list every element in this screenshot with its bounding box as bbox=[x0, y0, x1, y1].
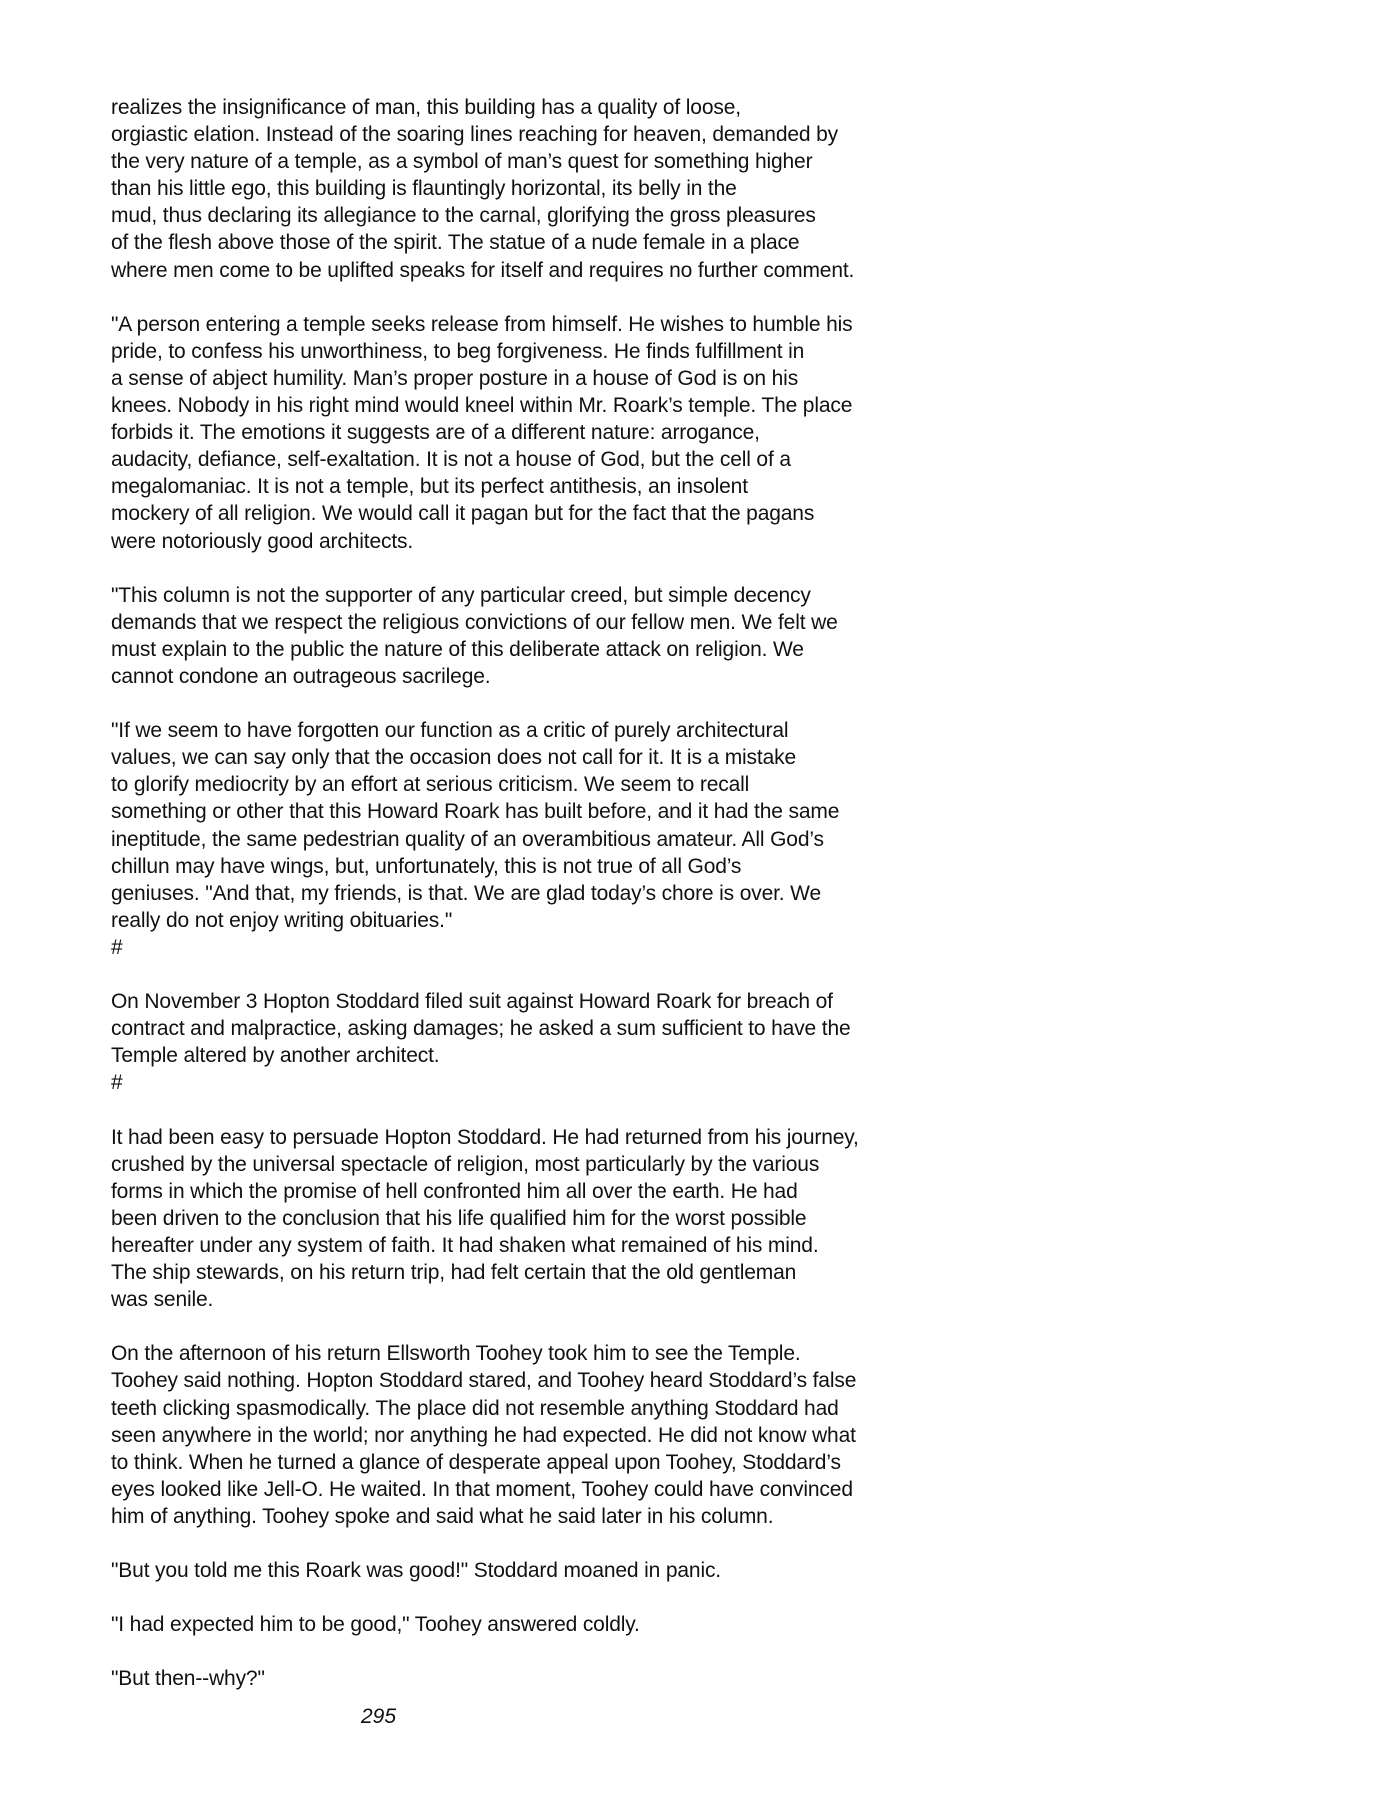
text-line: contract and malpractice, asking damages; he asked a sum sufficient to have the bbox=[111, 1017, 851, 1041]
text-line: the very nature of a temple, as a symbol of man’s quest for something higher bbox=[111, 150, 813, 174]
paragraph bbox=[111, 1611, 991, 1638]
text-line: mockery of all religion. We would call it pagan but for the fact that the pagans bbox=[111, 502, 815, 526]
paragraph-gap bbox=[111, 1313, 991, 1340]
text-line: was senile. bbox=[111, 1288, 214, 1312]
text-line: mud, thus declaring its allegiance to the carnal, glorifying the gross pleasures bbox=[111, 204, 816, 228]
text-line: been driven to the conclusion that his life qualified him for the worst possible bbox=[111, 1206, 807, 1230]
text-line: Temple altered by another architect. bbox=[111, 1044, 440, 1068]
text-line: eyes looked like Jell-O. He waited. In that moment, Toohey could have convinced bbox=[111, 1477, 853, 1501]
text-line: forms in which the promise of hell confronted him all over the earth. He had bbox=[111, 1179, 798, 1203]
paragraph bbox=[111, 717, 991, 961]
text-line: values, we can say only that the occasion does not call for it. It is a mistake bbox=[111, 746, 796, 770]
paragraph bbox=[111, 311, 991, 555]
text-line: something or other that this Howard Roark has built before, and it had the same bbox=[111, 800, 840, 824]
paragraph bbox=[111, 94, 991, 284]
section-break: # bbox=[111, 1071, 123, 1095]
text-line: megalomaniac. It is not a temple, but its perfect antithesis, an insolent bbox=[111, 475, 748, 499]
paragraph-gap bbox=[111, 1096, 991, 1123]
paragraph bbox=[111, 988, 991, 1096]
paragraph-gap bbox=[111, 1530, 991, 1557]
text-line: pride, to confess his unworthiness, to beg forgiveness. He finds fulfillment in bbox=[111, 339, 805, 363]
text-line: realizes the insignificance of man, this building has a quality of loose, bbox=[111, 96, 741, 119]
text-line: a sense of abject humility. Man’s proper posture in a house of God is on his bbox=[111, 366, 799, 390]
text-line: Toohey said nothing. Hopton Stoddard stared, and Toohey heard Stoddard’s false bbox=[111, 1369, 857, 1393]
document-page bbox=[111, 94, 991, 1693]
paragraph bbox=[111, 582, 991, 690]
paragraph-gap bbox=[111, 1584, 991, 1611]
text-line: cannot condone an outrageous sacrilege. bbox=[111, 664, 491, 688]
text-line: to think. When he turned a glance of desperate appeal upon Toohey, Stoddard’s bbox=[111, 1450, 841, 1474]
text-line: "If we seem to have forgotten our function as a critic of purely architectural bbox=[111, 719, 789, 743]
text-line: were notoriously good architects. bbox=[111, 529, 414, 553]
text-line: ineptitude, the same pedestrian quality of an overambitious amateur. All God’s bbox=[111, 827, 824, 851]
text-line: him of anything. Toohey spoke and said what he said later in his column. bbox=[111, 1504, 774, 1528]
text-line: demands that we respect the religious convictions of our fellow men. We felt we bbox=[111, 610, 838, 634]
text-line: knees. Nobody in his right mind would kneel within Mr. Roark’s temple. The place bbox=[111, 394, 853, 418]
text-line: It had been easy to persuade Hopton Stoddard. He had returned from his journey, bbox=[111, 1125, 859, 1149]
paragraph-gap bbox=[111, 555, 991, 582]
text-line: than his little ego, this building is flauntingly horizontal, its belly in the bbox=[111, 177, 737, 201]
section-break: # bbox=[111, 935, 123, 959]
page-number: 295 bbox=[361, 1705, 397, 1728]
text-line: chillun may have wings, but, unfortunately, this is not true of all God’s bbox=[111, 854, 742, 878]
text-line: to glorify mediocrity by an effort at serious criticism. We seem to recall bbox=[111, 773, 750, 797]
text-line: "But you told me this Roark was good!" Stoddard moaned in panic. bbox=[111, 1559, 721, 1583]
paragraph bbox=[111, 1665, 991, 1692]
paragraph bbox=[111, 1557, 991, 1584]
text-line: "I had expected him to be good," Toohey answered coldly. bbox=[111, 1613, 640, 1637]
paragraph-gap bbox=[111, 961, 991, 988]
text-line: teeth clicking spasmodically. The place did not resemble anything Stoddard had bbox=[111, 1396, 839, 1420]
paragraph bbox=[111, 1340, 991, 1530]
text-line: seen anywhere in the world; nor anything he had expected. He did not know what bbox=[111, 1423, 856, 1447]
text-line: orgiastic elation. Instead of the soaring lines reaching for heaven, demanded by bbox=[111, 123, 838, 147]
paragraph-gap bbox=[111, 690, 991, 717]
text-line: "But then--why?" bbox=[111, 1667, 265, 1691]
text-line: audacity, defiance, self-exaltation. It is not a house of God, but the cell of a bbox=[111, 448, 791, 472]
text-line: "A person entering a temple seeks release from himself. He wishes to humble his bbox=[111, 312, 853, 336]
paragraph bbox=[111, 1124, 991, 1314]
paragraph-gap bbox=[111, 1638, 991, 1665]
text-line: forbids it. The emotions it suggests are of a different nature: arrogance, bbox=[111, 421, 760, 445]
text-line: On the afternoon of his return Ellsworth Toohey took him to see the Temple. bbox=[111, 1342, 801, 1366]
text-line: really do not enjoy writing obituaries." bbox=[111, 908, 453, 932]
paragraph-gap bbox=[111, 284, 991, 311]
text-line: geniuses. "And that, my friends, is that. We are glad today’s chore is over. We bbox=[111, 881, 821, 905]
text-line: crushed by the universal spectacle of religion, most particularly by the various bbox=[111, 1152, 820, 1176]
text-line: where men come to be uplifted speaks for itself and requires no further comment. bbox=[111, 258, 855, 282]
text-line: of the flesh above those of the spirit. The statue of a nude female in a place bbox=[111, 231, 800, 255]
text-line: On November 3 Hopton Stoddard filed suit against Howard Roark for breach of bbox=[111, 990, 833, 1014]
text-line: "This column is not the supporter of any particular creed, but simple decency bbox=[111, 583, 811, 607]
text-line: The ship stewards, on his return trip, had felt certain that the old gentleman bbox=[111, 1261, 797, 1285]
text-line: must explain to the public the nature of this deliberate attack on religion. We bbox=[111, 637, 804, 661]
text-line: hereafter under any system of faith. It had shaken what remained of his mind. bbox=[111, 1233, 819, 1257]
